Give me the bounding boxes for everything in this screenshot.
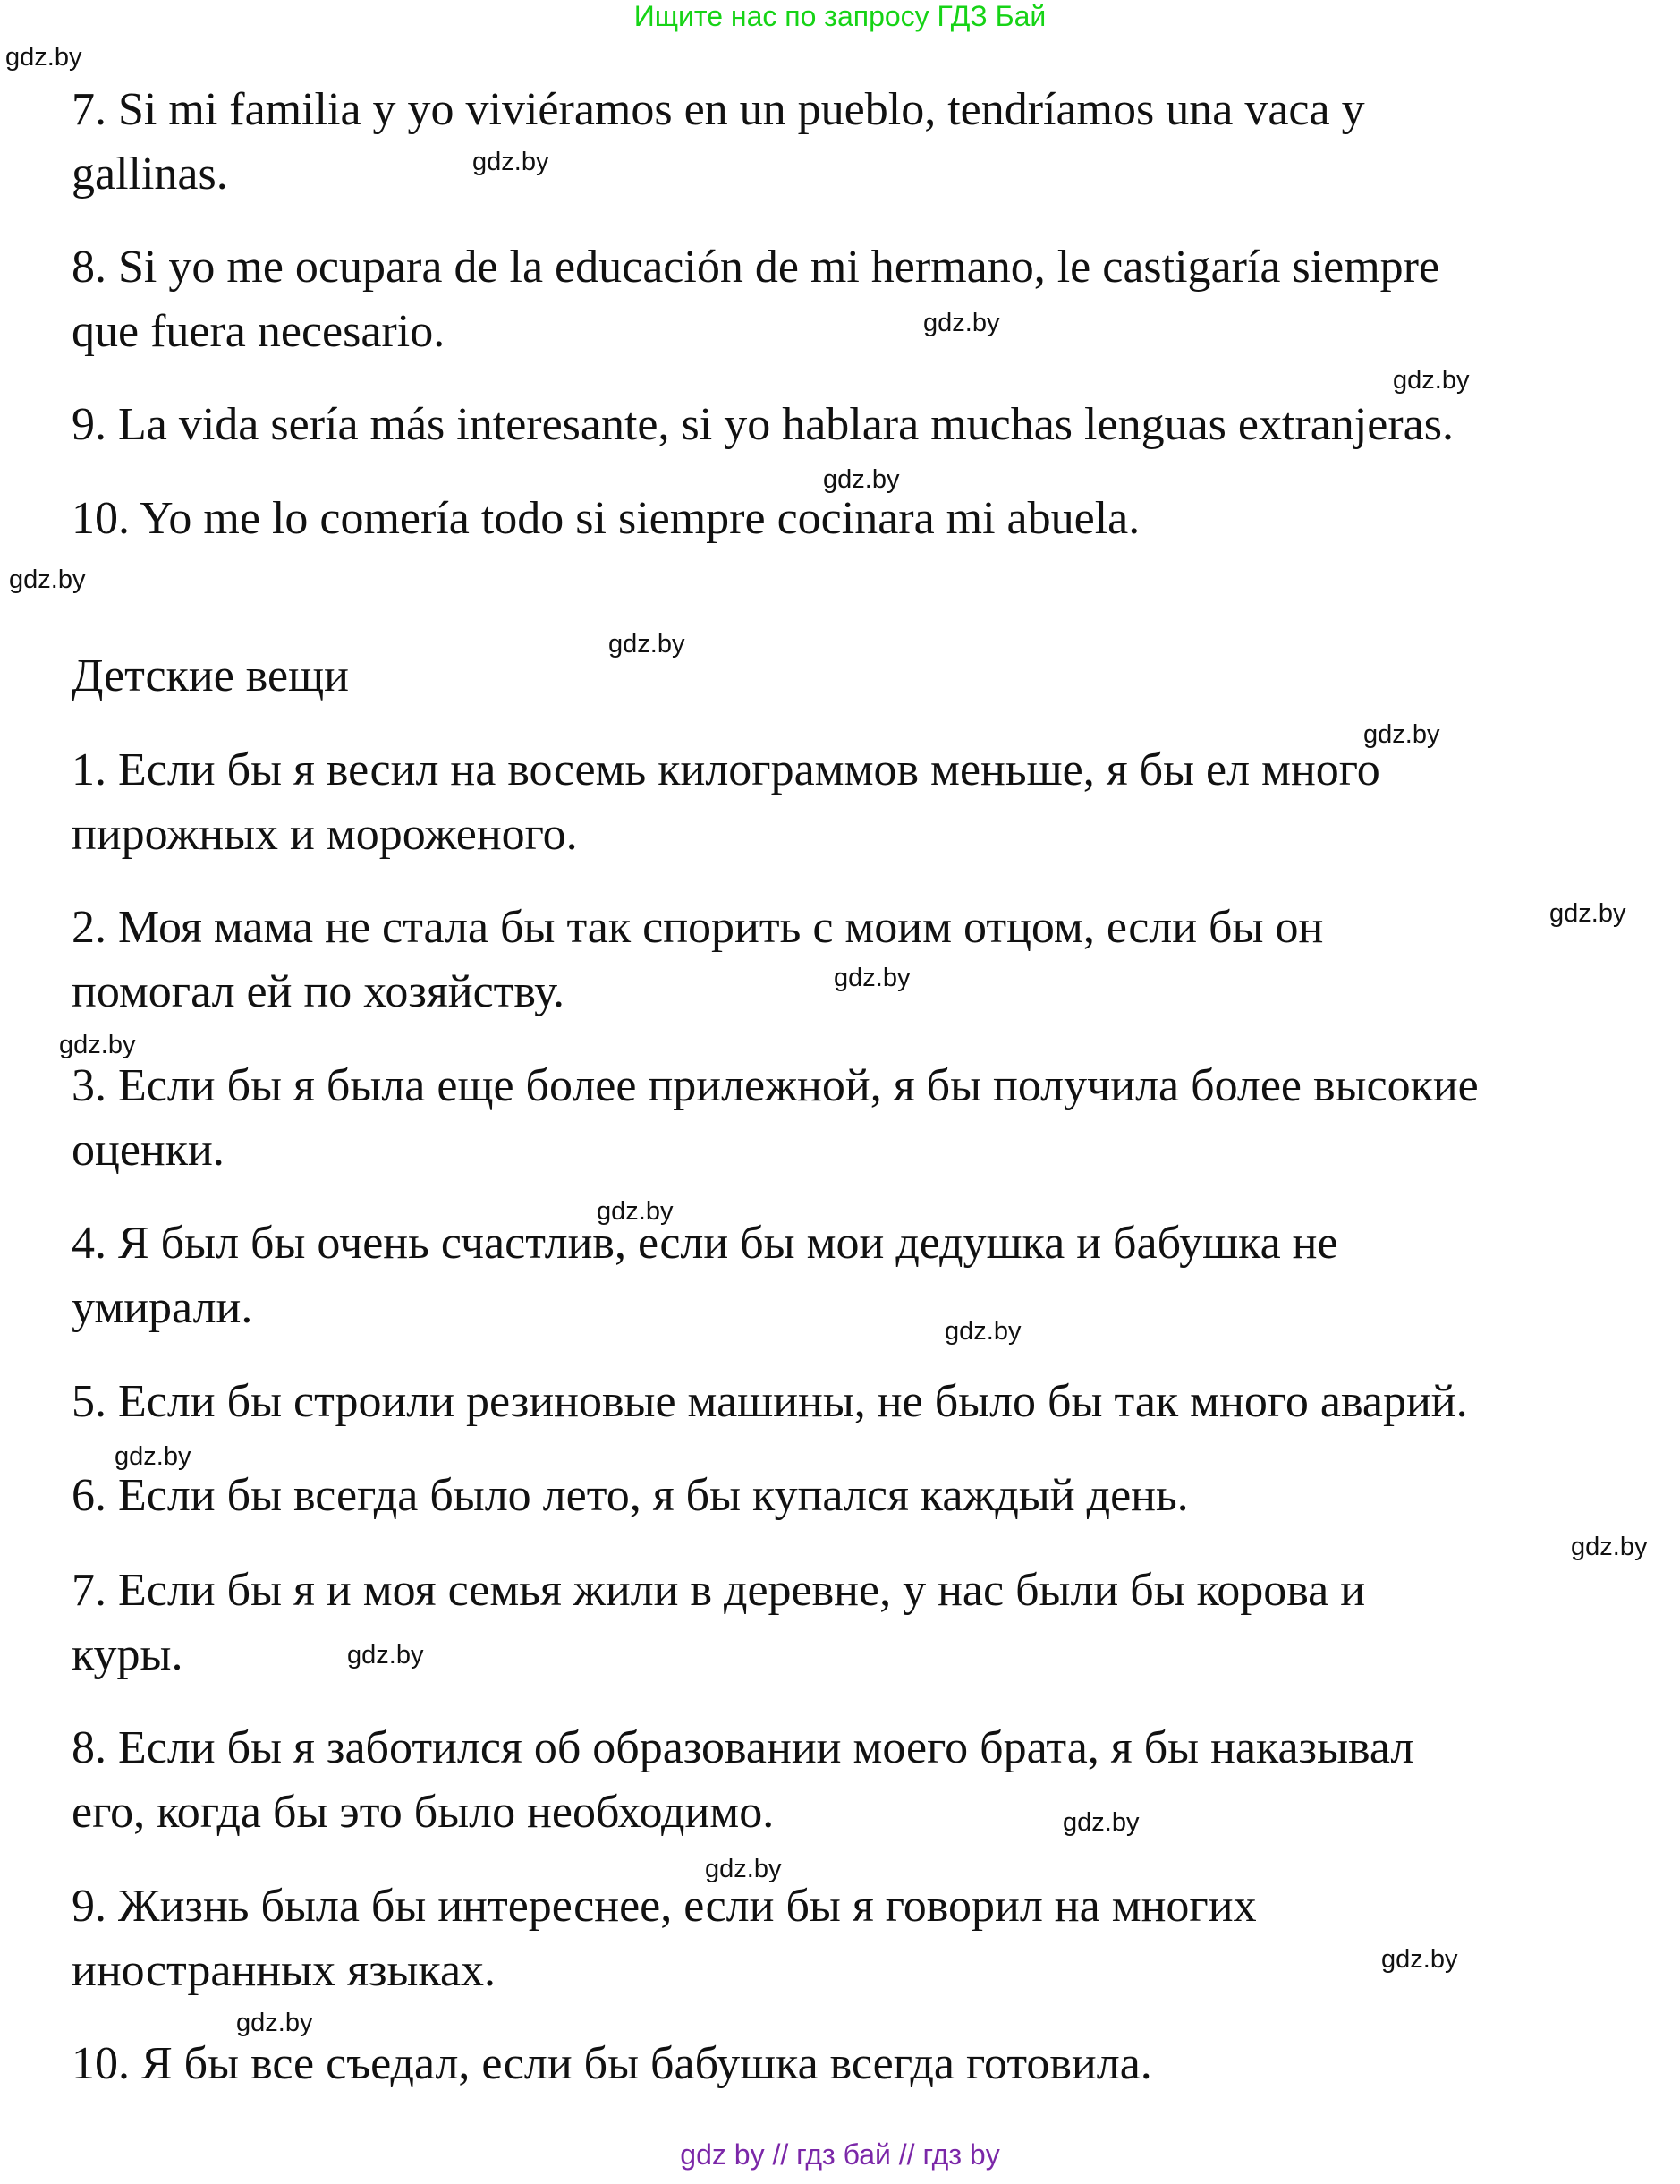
russian-sentence-10 <box>72 2032 1655 2096</box>
watermark: gdz.by <box>823 465 900 494</box>
watermark: gdz.by <box>1363 720 1440 749</box>
sentence-line: умирали. <box>72 1282 253 1333</box>
russian-sentence-4 <box>72 1211 1655 1340</box>
watermark: gdz.by <box>705 1855 782 1883</box>
watermark: gdz.by <box>923 309 1000 337</box>
spanish-sentence-8 <box>72 235 1655 364</box>
russian-sentence-9 <box>72 1874 1655 2003</box>
sentence-line: 1. Если бы я весил на восемь килограммов меньше, я бы ел много <box>72 744 1380 795</box>
watermark: gdz.by <box>1393 366 1470 395</box>
sentence-line: 5. Если бы строили резиновые машины, не было бы так много аварий. <box>72 1376 1468 1427</box>
sentence-line: 3. Если бы я была еще более прилежной, я бы получила более высокие <box>72 1060 1479 1111</box>
russian-sentence-1 <box>72 738 1655 867</box>
watermark: gdz.by <box>608 630 685 659</box>
watermark: gdz.by <box>597 1197 674 1226</box>
section-heading <box>72 644 1655 709</box>
sentence-line: 7. Si mi familia y yo viviéramos en un pueblo, tendríamos una vaca y <box>72 84 1365 135</box>
sentence-line: gallinas. <box>72 149 228 200</box>
sentence-line: 10. Yo me lo comería todo si siempre cocinara mi abuela. <box>72 493 1141 544</box>
sentence-line: 9. Жизнь была бы интереснее, если бы я говорил на многих <box>72 1881 1257 1932</box>
watermark: gdz.by <box>347 1641 424 1670</box>
watermark: gdz.by <box>5 43 82 72</box>
russian-sentence-2 <box>72 896 1655 1024</box>
sentence-line: его, когда бы это было необходимо. <box>72 1787 775 1838</box>
heading-line: Детские вещи <box>72 650 349 701</box>
russian-sentence-5 <box>72 1370 1655 1434</box>
sentence-line: 6. Если бы всегда было лето, я бы купался каждый день. <box>72 1470 1189 1521</box>
sentence-line: 8. Si yo me ocupara de la educación de mi hermano, le castigaría siempre <box>72 242 1440 293</box>
russian-sentence-7 <box>72 1559 1655 1687</box>
watermark: gdz.by <box>834 964 911 992</box>
top-banner: Ищите нас по запросу ГДЗ Бай <box>633 0 1047 32</box>
sentence-line: куры. <box>72 1629 183 1680</box>
sentence-line: оценки. <box>72 1125 225 1176</box>
watermark: gdz.by <box>236 2009 313 2037</box>
watermark: gdz.by <box>59 1031 136 1059</box>
spanish-sentence-7 <box>72 78 1655 207</box>
watermark: gdz.by <box>1571 1533 1648 1561</box>
sentence-line: помогал ей по хозяйству. <box>72 966 564 1017</box>
sentence-line: que fuera necesario. <box>72 306 445 357</box>
watermark: gdz.by <box>945 1317 1022 1346</box>
russian-sentence-6 <box>72 1464 1655 1528</box>
watermark: gdz.by <box>1063 1808 1140 1837</box>
spanish-sentence-9 <box>72 393 1655 457</box>
sentence-line: 4. Я был бы очень счастлив, если бы мои дедушка и бабушка не <box>72 1218 1338 1269</box>
russian-sentence-3 <box>72 1054 1655 1183</box>
sentence-line: пирожных и мороженого. <box>72 809 578 860</box>
watermark: gdz.by <box>115 1442 191 1471</box>
sentence-line: 10. Я бы все съедал, если бы бабушка всегда готовила. <box>72 2038 1152 2089</box>
watermark: gdz.by <box>472 148 549 176</box>
sentence-line: 8. Если бы я заботился об образовании моего брата, я бы наказывал <box>72 1722 1414 1773</box>
watermark: gdz.by <box>1549 899 1626 928</box>
watermark: gdz.by <box>1381 1945 1458 1974</box>
russian-sentence-8 <box>72 1716 1655 1845</box>
sentence-line: 9. La vida sería más interesante, si yo hablara muchas lenguas extranjeras. <box>72 399 1454 450</box>
sentence-line: 2. Моя мама не стала бы так спорить с моим отцом, если бы он <box>72 902 1324 953</box>
sentence-line: иностранных языках. <box>72 1945 496 1996</box>
watermark: gdz.by <box>9 565 86 594</box>
spanish-sentence-10 <box>72 487 1655 551</box>
footer-links: gdz by // гдз бай // гдз by <box>680 2138 1000 2171</box>
sentence-line: 7. Если бы я и моя семья жили в деревне, у нас были бы корова и <box>72 1565 1366 1616</box>
